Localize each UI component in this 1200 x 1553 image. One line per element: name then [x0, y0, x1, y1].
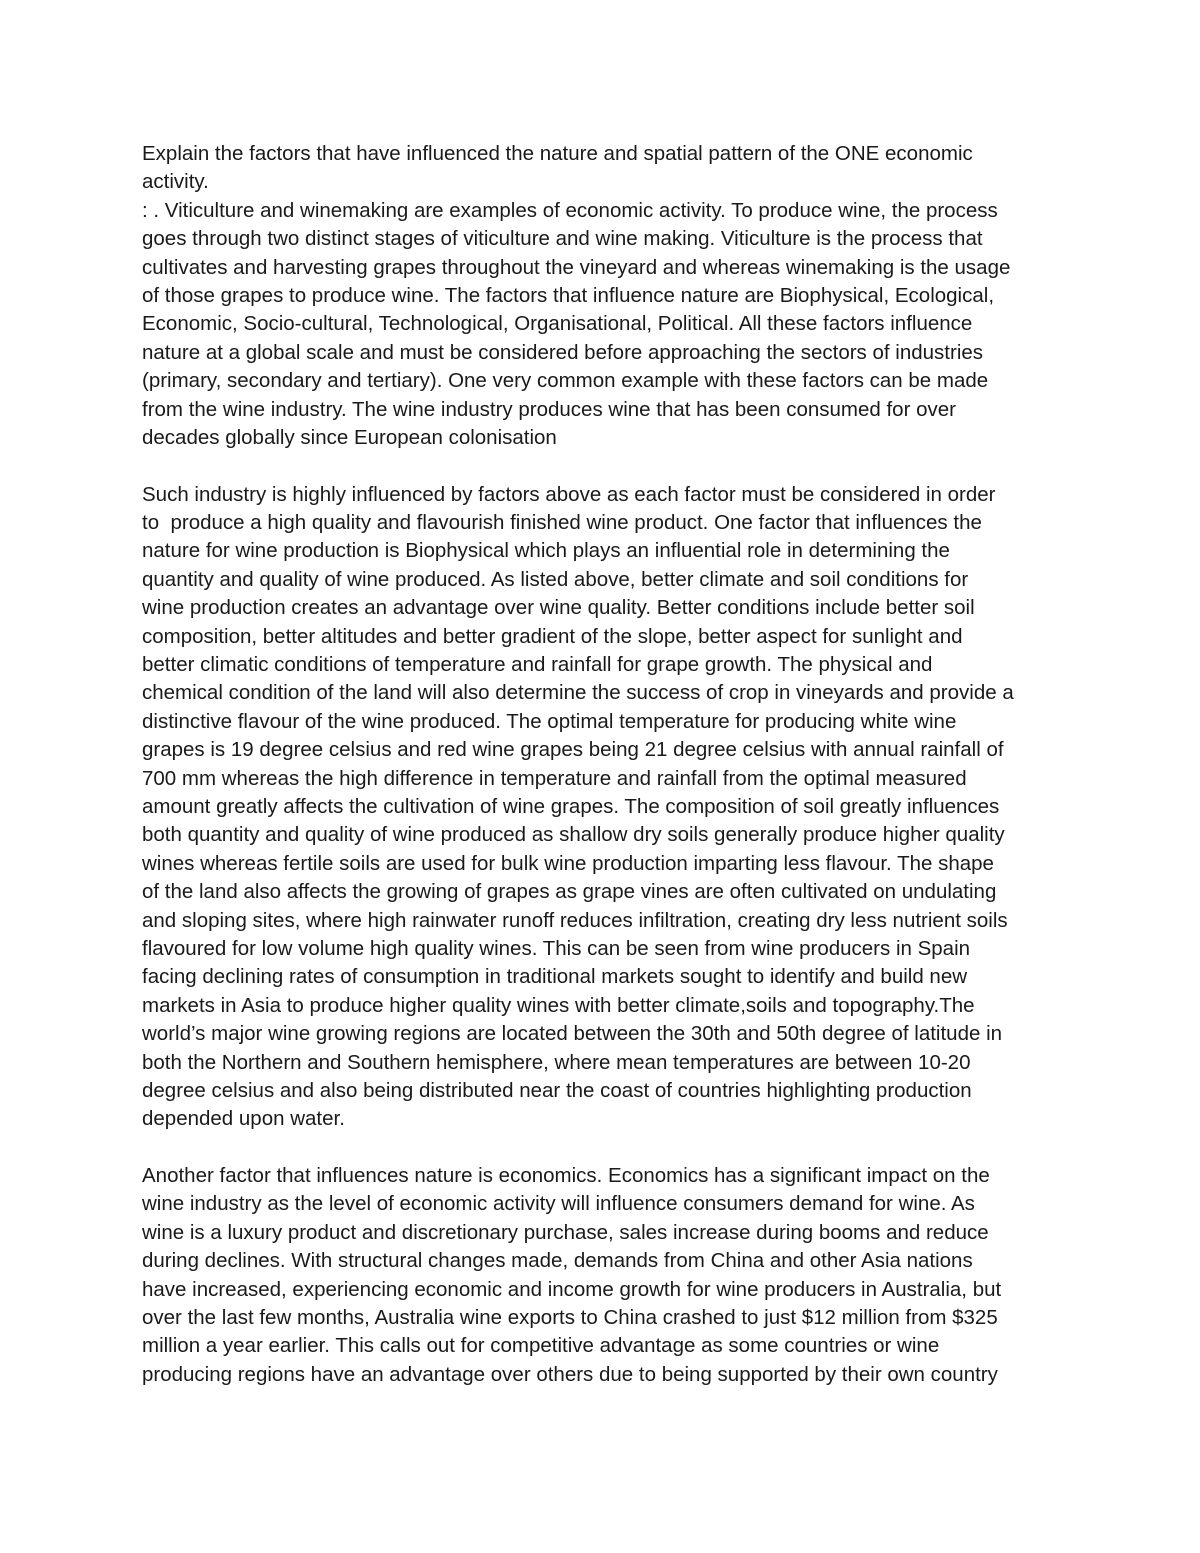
text-line: of those grapes to produce wine. The factors that influence nature are Biophysical, Ecological,	[142, 283, 995, 307]
text-line: over the last few months, Australia wine exports to China crashed to just $12 million from $325	[142, 1306, 998, 1330]
text-line: activity.	[142, 170, 209, 194]
text-line: to produce a high quality and flavourish finished wine product. One factor that influences the	[142, 511, 982, 535]
text-line: goes through two distinct stages of viticulture and wine making. Viticulture is the process that	[142, 227, 983, 251]
text-line: markets in Asia to produce higher quality wines with better climate,soils and topography.The	[142, 993, 975, 1017]
text-line: chemical condition of the land will also determine the success of crop in vineyards and provide a	[142, 681, 1014, 705]
text-line: better climatic conditions of temperature and rainfall for grape growth. The physical and	[142, 653, 933, 677]
text-line: facing declining rates of consumption in traditional markets sought to identify and build new	[142, 965, 968, 989]
text-line: nature for wine production is Biophysical which plays an influential role in determining the	[142, 539, 950, 563]
text-line: of the land also affects the growing of grapes as grape vines are often cultivated on undulating	[142, 880, 997, 904]
text-line: distinctive flavour of the wine produced. The optimal temperature for producing white wine	[142, 709, 957, 733]
text-line: wine is a luxury product and discretionary purchase, sales increase during booms and reduce	[142, 1220, 989, 1244]
text-line: both quantity and quality of wine produced as shallow dry soils generally produce higher quality	[142, 823, 1005, 847]
paragraph-spacer	[142, 1134, 1072, 1162]
text-line: from the wine industry. The wine industry produces wine that has been consumed for over	[142, 397, 956, 421]
text-line: Economic, Socio-cultural, Technological, Organisational, Political. All these factors influence	[142, 312, 973, 336]
text-line: producing regions have an advantage over others due to being supported by their own country	[142, 1362, 998, 1386]
text-line: wine production creates an advantage over wine quality. Better conditions include better soil	[142, 596, 975, 620]
text-line: wine industry as the level of economic activity will influence consumers demand for wine. As	[142, 1192, 975, 1216]
text-line: Another factor that influences nature is economics. Economics has a significant impact on the	[142, 1164, 990, 1188]
text-line: flavoured for low volume high quality wines. This can be seen from wine producers in Spain	[142, 936, 971, 960]
text-line: million a year earlier. This calls out for competitive advantage as some countries or wine	[142, 1334, 940, 1358]
text-line: both the Northern and Southern hemisphere, where mean temperatures are between 10-20	[142, 1050, 971, 1074]
paragraph-spacer	[142, 452, 1072, 480]
text-line: composition, better altitudes and better gradient of the slope, better aspect for sunlight and	[142, 624, 963, 648]
question-heading	[142, 140, 1072, 197]
paragraph-economics	[142, 1162, 1072, 1389]
text-line: nature at a global scale and must be considered before approaching the sectors of industries	[142, 340, 984, 364]
text-line: wines whereas fertile soils are used for bulk wine production imparting less flavour. The shape	[142, 851, 994, 875]
paragraph-intro	[142, 197, 1072, 453]
text-line: cultivates and harvesting grapes throughout the vineyard and whereas winemaking is the usage	[142, 255, 1011, 279]
text-line: : . Viticulture and winemaking are examples of economic activity. To produce wine, the process	[142, 198, 998, 222]
text-line: depended upon water.	[142, 1107, 345, 1131]
text-line: decades globally since European colonisation	[142, 425, 557, 449]
text-line: degree celsius and also being distributed near the coast of countries highlighting production	[142, 1078, 972, 1102]
text-line: amount greatly affects the cultivation of wine grapes. The composition of soil greatly influences	[142, 794, 1000, 818]
text-line: world’s major wine growing regions are located between the 30th and 50th degree of latitude in	[142, 1022, 1003, 1046]
text-line: during declines. With structural changes made, demands from China and other Asia nations	[142, 1249, 973, 1273]
text-line: quantity and quality of wine produced. As listed above, better climate and soil conditions for	[142, 567, 969, 591]
text-line: 700 mm whereas the high difference in temperature and rainfall from the optimal measured	[142, 766, 967, 790]
document-body	[142, 140, 1072, 1389]
text-line: have increased, experiencing economic and income growth for wine producers in Australia, but	[142, 1277, 1002, 1301]
paragraph-biophysical	[142, 481, 1072, 1134]
text-line: Explain the factors that have influenced the nature and spatial pattern of the ONE economic	[142, 142, 973, 165]
text-line: and sloping sites, where high rainwater runoff reduces infiltration, creating dry less nutrient soils	[142, 908, 1008, 932]
text-line: Such industry is highly influenced by factors above as each factor must be considered in order	[142, 482, 996, 506]
text-line: (primary, secondary and tertiary). One very common example with these factors can be made	[142, 369, 989, 393]
text-line: grapes is 19 degree celsius and red wine grapes being 21 degree celsius with annual rainfall of	[142, 738, 1004, 762]
